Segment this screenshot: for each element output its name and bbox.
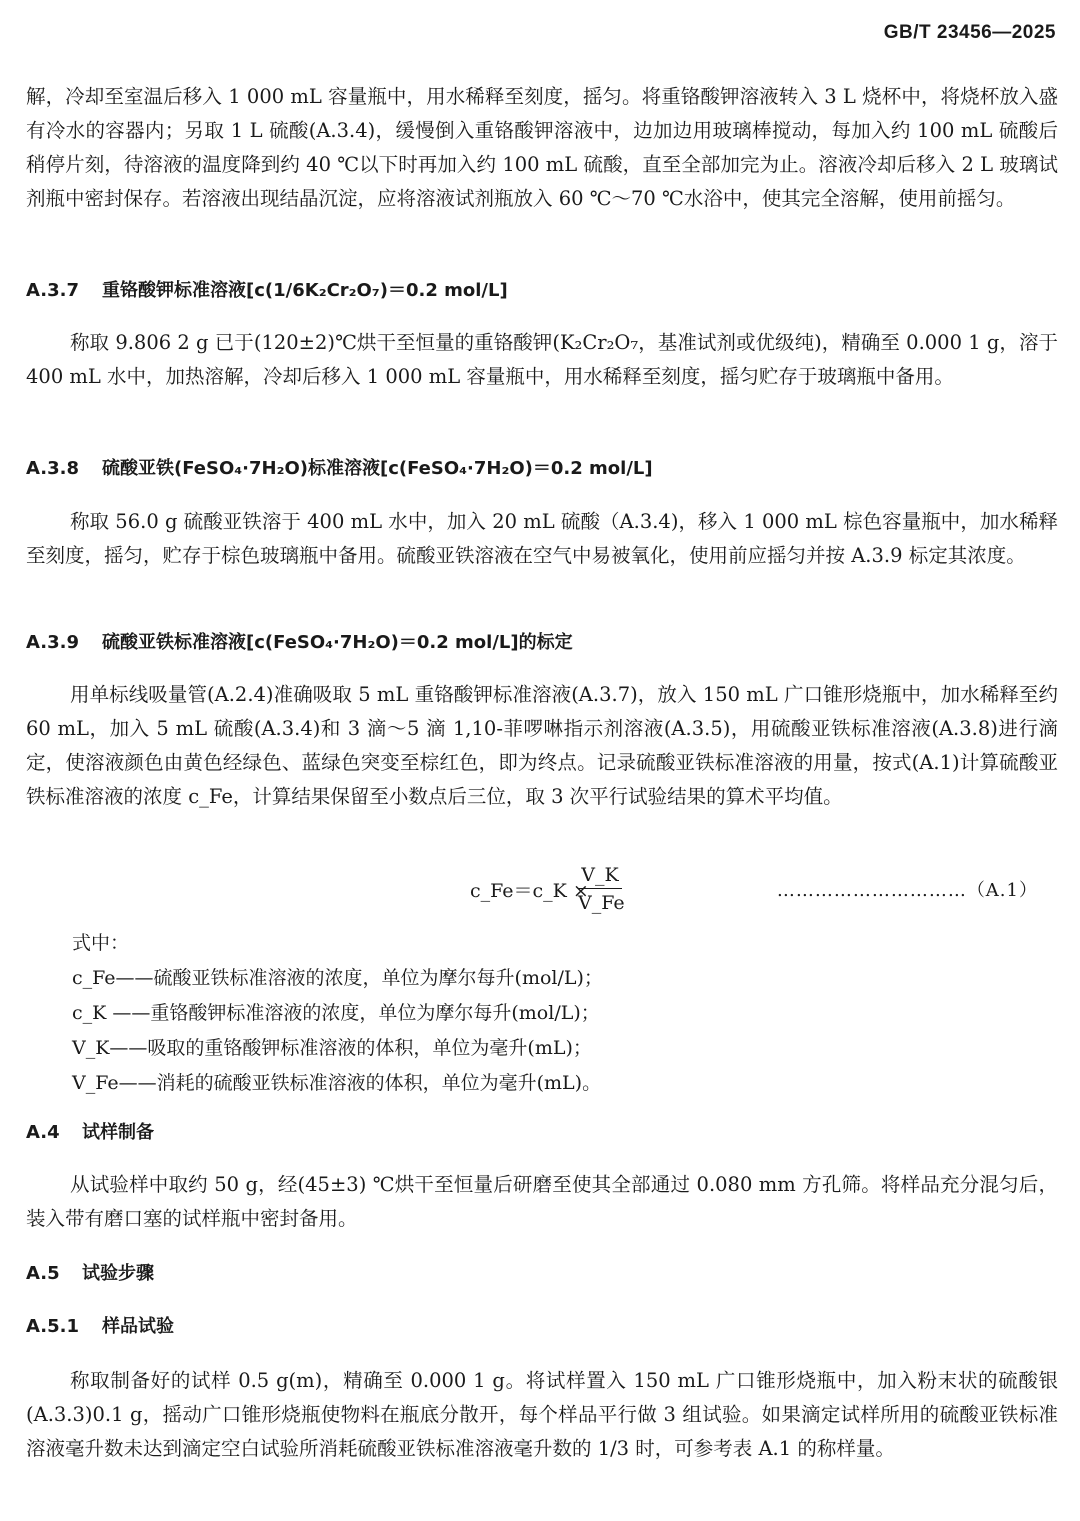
section-title: 试验步骤 <box>82 1263 154 1284</box>
paragraph-text: 从试验样中取约 50 g，经(45±3) ℃烘干至恒量后研磨至使其全部通过 0.080 mm 方孔筛。将样品充分混匀后，装入带有磨口塞的试样瓶中密封备用。 <box>26 1173 1058 1230</box>
standard-code: GB/T 23456—2025 <box>883 22 1056 43</box>
variable-line: c_Fe——硫酸亚铁标准溶液的浓度，单位为摩尔每升(mol/L)； <box>72 967 603 989</box>
section-number: A.3.7 <box>26 280 79 301</box>
section-number: A.3.9 <box>26 632 79 653</box>
formula-numerator: V_K <box>578 862 622 889</box>
formula-fraction <box>578 862 625 917</box>
section-heading-a37 <box>26 278 1058 304</box>
formula-reference: …………………………（A.1） <box>776 880 1038 901</box>
section-title: 样品试验 <box>102 1316 174 1337</box>
section-title: 重铬酸钾标准溶液[c(1/6K₂Cr₂O₇)＝0.2 mol/L] <box>102 280 508 301</box>
where-label: 式中： <box>72 932 130 954</box>
paragraph-a38 <box>26 505 1058 573</box>
section-heading-a39 <box>26 630 1058 656</box>
section-number: A.3.8 <box>26 458 79 479</box>
section-title: 试样制备 <box>82 1122 154 1143</box>
paragraph-text: 称取制备好的试样 0.5 g(m)，精确至 0.000 1 g。将试样置入 150 mL 广口锥形烧瓶中，加入粉末状的硫酸银(A.3.3)0.1 g，摇动广口锥形烧瓶使物料在瓶底分散开，每个样品平行做 3 组试验。如果滴定试样所用的硫酸亚铁标准溶液毫升数未达到滴定空白试验所消耗硫酸亚铁标准溶液毫升数的 1/3 时，可参考表 A.1 的称样量。 <box>26 1369 1058 1460</box>
section-heading-a5 <box>26 1261 1058 1287</box>
section-number: A.4 <box>26 1122 60 1143</box>
variable-line: V_K——吸取的重铬酸钾标准溶液的体积，单位为毫升(mL)； <box>72 1037 592 1059</box>
section-heading-a4 <box>26 1120 1058 1146</box>
paragraph-a37 <box>26 326 1058 394</box>
paragraph-intro <box>26 80 1058 216</box>
formula-a1 <box>470 862 1060 918</box>
paragraph-text: 称取 56.0 g 硫酸亚铁溶于 400 mL 水中，加入 20 mL 硫酸（A.3.4)，移入 1 000 mL 棕色容量瓶中，加水稀释至刻度，摇匀，贮存于棕色玻璃瓶中备用。硫酸亚铁溶液在空气中易被氧化，使用前应摇匀并按 A.3.9 标定其浓度。 <box>26 510 1058 567</box>
section-heading-a38 <box>26 456 1058 482</box>
variable-definitions <box>72 926 1052 1101</box>
paragraph-a51 <box>26 1364 1058 1466</box>
paragraph-a39 <box>26 678 1058 814</box>
paragraph-a4 <box>26 1168 1058 1236</box>
formula-denominator: V_Fe <box>578 892 625 914</box>
paragraph-text: 解，冷却至室温后移入 1 000 mL 容量瓶中，用水稀释至刻度，摇匀。将重铬酸钾溶液转入 3 L 烧杯中，将烧杯放入盛有冷水的容器内；另取 1 L 硫酸(A.3.4)，缓慢倒入重铬酸钾溶液中，边加边用玻璃棒搅动，每加入约 100 mL 硫酸后稍停片刻，待溶液的温度降到约 40 ℃以下时再加入约 100 mL 硫酸，直至全部加完为止。溶液冷却后移入 2 L 玻璃试剂瓶中密封保存。若溶液出现结晶沉淀，应将溶液试剂瓶放入 60 ℃～70 ℃水浴中，使其完全溶解，使用前摇匀。 <box>26 85 1058 210</box>
formula-lhs: c_Fe＝c_K × <box>470 880 589 902</box>
paragraph-text: 称取 9.806 2 g 已于(120±2)℃烘干至恒量的重铬酸钾(K₂Cr₂O₇，基准试剂或优级纯)，精确至 0.000 1 g，溶于 400 mL 水中，加热溶解，冷却后移入 1 000 mL 容量瓶中，用水稀释至刻度，摇匀贮存于玻璃瓶中备用。 <box>26 331 1058 388</box>
paragraph-text: 用单标线吸量管(A.2.4)准确吸取 5 mL 重铬酸钾标准溶液(A.3.7)，放入 150 mL 广口锥形烧瓶中，加水稀释至约 60 mL，加入 5 mL 硫酸(A.3.4)和 3 滴～5 滴 1,10-菲啰啉指示剂溶液(A.3.5)，用硫酸亚铁标准溶液(A.3.8)进行滴定，使溶液颜色由黄色经绿色、蓝绿色突变至棕红色，即为终点。记录硫酸亚铁标准溶液的用量，按式(A.1)计算硫酸亚铁标准溶液的浓度 c_Fe，计算结果保留至小数点后三位，取 3 次平行试验结果的算术平均值。 <box>26 683 1058 808</box>
section-title: 硫酸亚铁(FeSO₄·7H₂O)标准溶液[c(FeSO₄·7H₂O)＝0.2 mol/L] <box>102 458 653 479</box>
section-number: A.5.1 <box>26 1316 79 1337</box>
variable-line: V_Fe——消耗的硫酸亚铁标准溶液的体积，单位为毫升(mL)。 <box>72 1072 602 1094</box>
section-heading-a51 <box>26 1314 1058 1340</box>
variable-line: c_K ——重铬酸钾标准溶液的浓度，单位为摩尔每升(mol/L)； <box>72 1002 600 1024</box>
section-title: 硫酸亚铁标准溶液[c(FeSO₄·7H₂O)＝0.2 mol/L]的标定 <box>102 632 573 653</box>
section-number: A.5 <box>26 1263 60 1284</box>
